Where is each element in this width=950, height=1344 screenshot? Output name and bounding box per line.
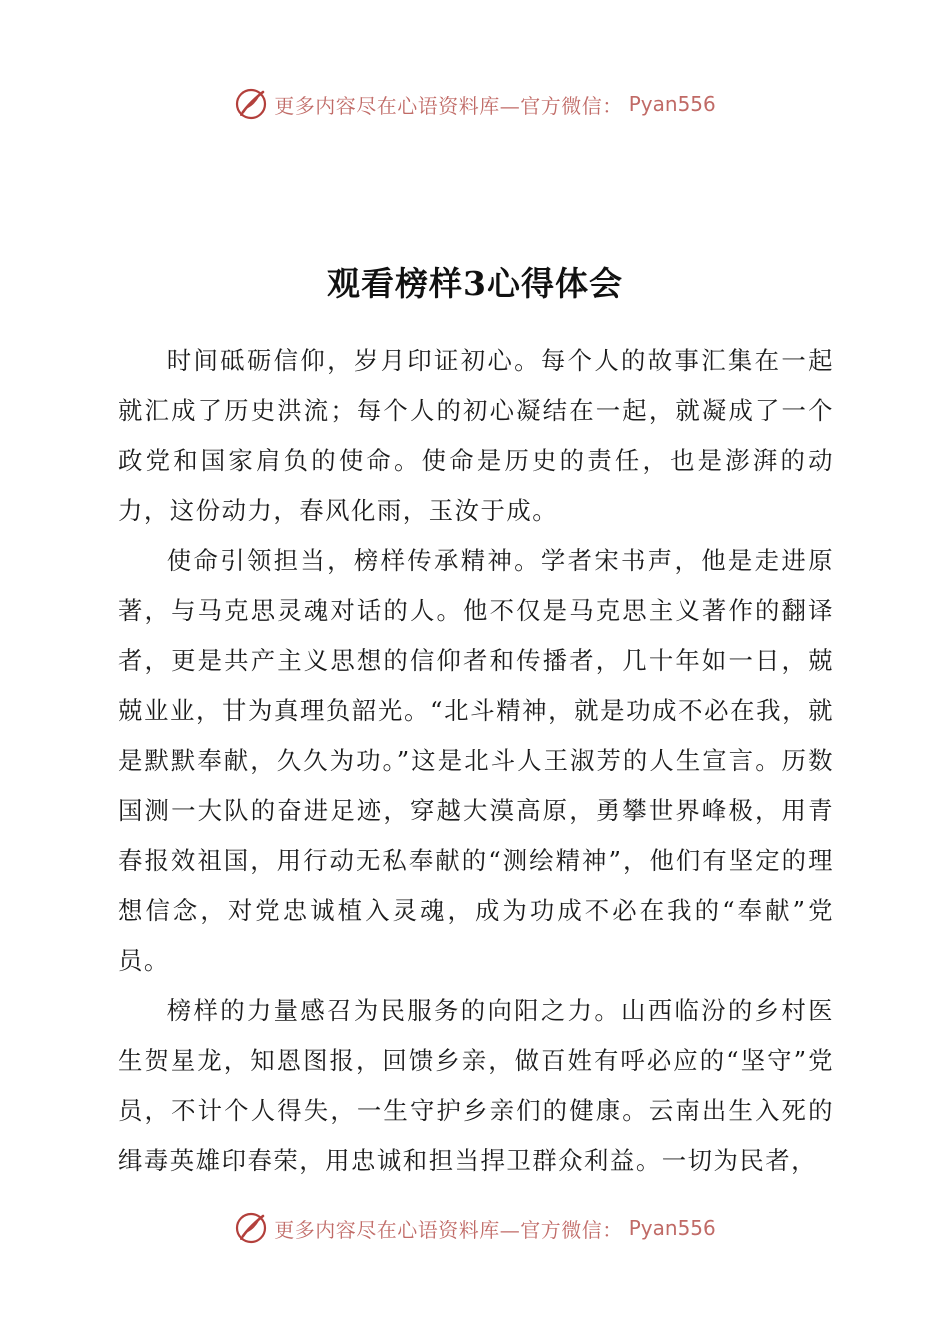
watermark-text: 更多内容尽在心语资料库—官方微信： bbox=[274, 93, 623, 118]
watermark-banner-top bbox=[0, 84, 950, 124]
quill-logo-icon bbox=[234, 1211, 268, 1245]
watermark-text: 更多内容尽在心语资料库—官方微信： bbox=[274, 1217, 623, 1242]
quill-logo-icon bbox=[234, 87, 268, 121]
watermark-banner-bottom bbox=[0, 1208, 950, 1248]
paragraph-2: 使命引领担当，榜样传承精神。学者宋书声，他是走进原著，与马克思灵魂对话的人。他不仅是马克思主义著作的翻译者，更是共产主义思想的信仰者和传播者，几十年如一日，兢兢业业，甘为真理负韶光。“北斗精神，就是功成不必在我，就是默默奉献，久久为功。”这是北斗人王淑芳的人生宣言。历数国测一大队的奋进足迹，穿越大漠高原，勇攀世界峰极，用青春报效祖国，用行动无私奉献的“测绘精神”，他们有坚定的理想信念，对党忠诚植入灵魂，成为功成不必在我的“奉献”党员。 bbox=[118, 546, 834, 975]
watermark-wechat-id: Pyan556 bbox=[628, 1216, 716, 1240]
document-body bbox=[118, 336, 834, 1186]
watermark-content bbox=[234, 87, 716, 121]
paragraph-3: 榜样的力量感召为民服务的向阳之力。山西临汾的乡村医生贺星龙，知恩图报，回馈乡亲，做百姓有呼必应的“坚守”党员，不计个人得失，一生守护乡亲们的健康。云南出生入死的缉毒英雄印春荣，用忠诚和担当捍卫群众利益。一切为民者， bbox=[118, 996, 834, 1175]
document-title: 观看榜样3心得体会 bbox=[327, 264, 623, 303]
watermark-wechat-id: Pyan556 bbox=[628, 92, 716, 116]
paragraph-1: 时间砥砺信仰，岁月印证初心。每个人的故事汇集在一起就汇成了历史洪流；每个人的初心凝结在一起，就凝成了一个政党和国家肩负的使命。使命是历史的责任，也是澎湃的动力，这份动力，春风化雨，玉汝于成。 bbox=[118, 346, 834, 525]
watermark-content bbox=[234, 1211, 716, 1245]
